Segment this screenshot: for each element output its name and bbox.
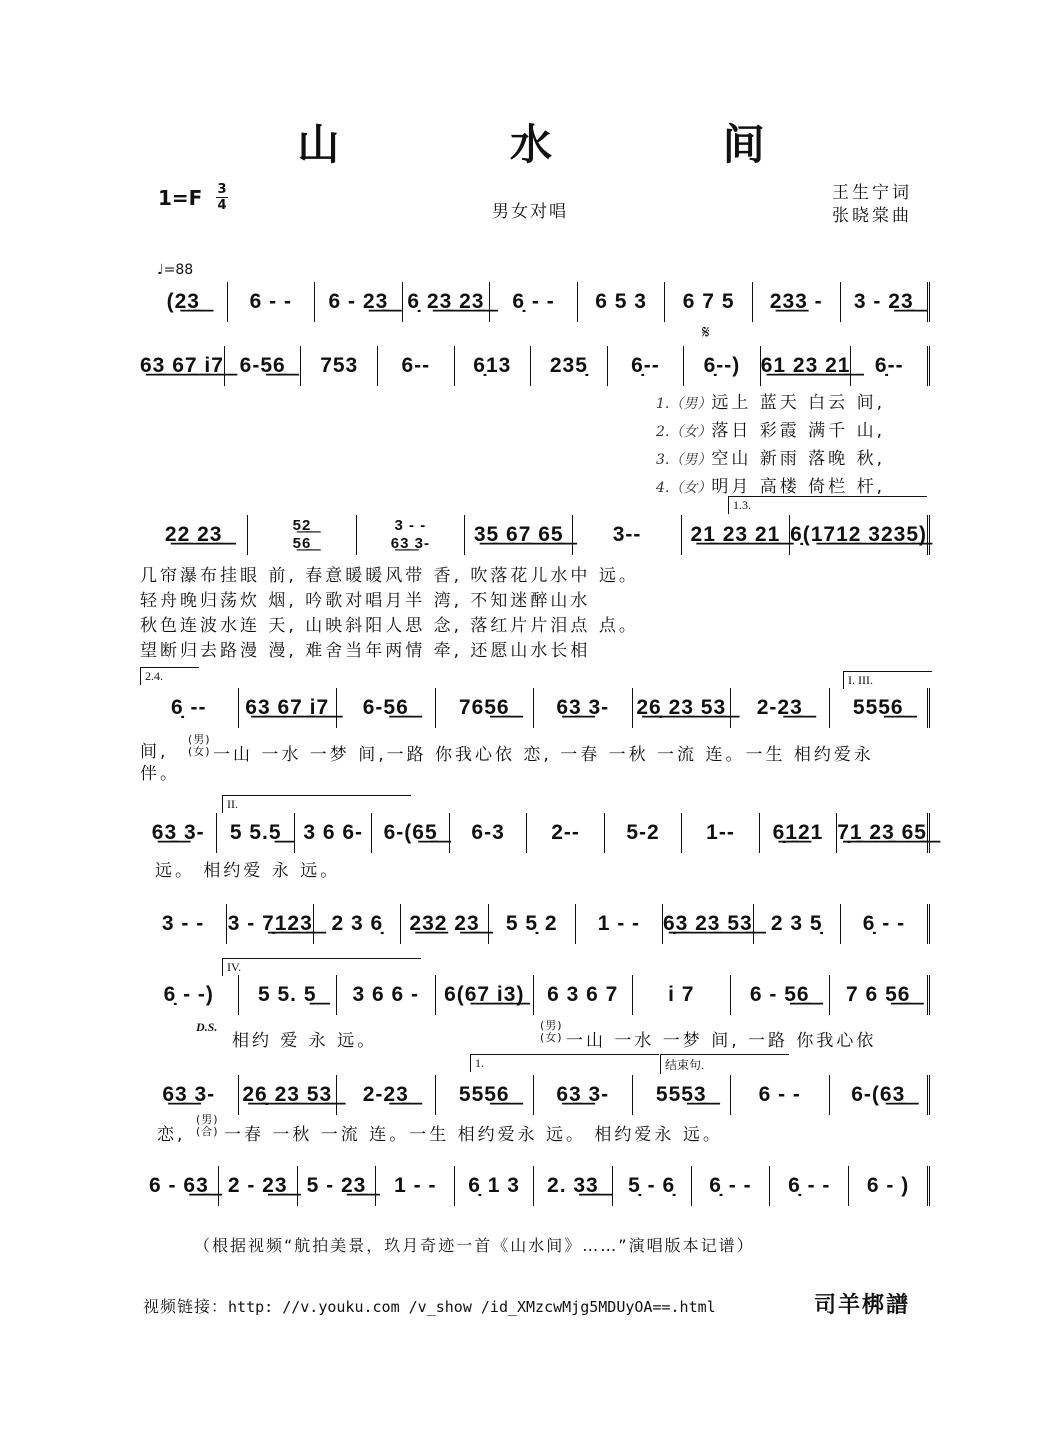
transcription-note: （根据视频“航拍美景，玖月奇迹一首《山水间》……”演唱版本记谱） [194,1236,755,1255]
measure: 2-- [527,813,604,853]
video-link [143,1294,716,1317]
verse-1-lyrics: 远上 蓝天 白云 间, [711,393,885,413]
measure [248,515,356,555]
measure: 3 - 2͟3͟ [841,282,931,322]
measure: 7̣͟1͟ 2͟3͟ 6͟5͟ [837,813,930,853]
verse-2-lyrics: 落日 彩霞 满千 山, [711,421,885,441]
measure: 3 - 7̣͟1͟2͟3͟ [227,904,314,944]
measure: 6-- [378,346,455,386]
lyrics-row-3 [140,564,639,664]
measure: 6̣ -- [140,688,239,728]
measure: 2-2͟3͟ [731,688,830,728]
measure: 753 [301,346,378,386]
lyric-line: 恋, [157,1125,186,1145]
measure: 2-2͟3͟ [337,1075,436,1115]
measure: 5 5.5͟ [217,813,294,853]
measure: 2. 3͟3͟ [534,1166,613,1206]
lyricist: 王生宁词 [832,183,912,203]
measure: 2 - 2͟3͟ [219,1166,298,1206]
lyric-line: 望断归去路漫 漫, 难舍当年两情 牵, 还愿山水长相 [140,641,591,661]
measure: 2͟6̣͟ 2͟3͟ 5͟3͟ [633,688,732,728]
measure: 6 - 5͟6͟ [731,975,830,1015]
measure: 6͟3͟ 3- [534,1075,633,1115]
measure: 5 5̣ 2 [489,904,576,944]
lyric-line: 几帘瀑布挂眼 前, 春意暖暖风带 香, 吹落花儿水中 远。 [140,566,639,586]
measure-voice: 3 - - [394,517,427,534]
ending-label: 结束句. [660,1054,789,1074]
measure: 6̣ 1 3 [455,1166,534,1206]
verse-2-label: 2.（女） [656,424,712,440]
measure: 6̣ 2͟3͟ 2͟3͟ [403,282,491,322]
measure: 6 - ) [849,1166,930,1206]
measure: 6-3 [450,813,527,853]
measure: 6 7 5 [665,282,753,322]
verse-4-label: 4.（女） [656,480,712,496]
measure: 6̣ - - [841,904,930,944]
time-bottom: 4 [217,198,227,213]
volta-II: II. [222,795,411,813]
measure: 6̣ - - [692,1166,771,1206]
volta-IV: IV. [222,958,421,976]
link-label: 视频链接： [143,1297,229,1316]
song-title: 山 水 间 [297,120,843,169]
score-row-7 [140,975,930,1015]
lyric-line: 秋色连波水连 天, 山映斜阳人思 念, 落红片片泪点 点。 [140,616,639,636]
measure: 6͟3͟ 3- [534,688,633,728]
lyric-line: 一春 一秋 一流 连。一生 相约爱永 远。 相约爱永 远。 [224,1125,723,1145]
measure: 2 3 6̣ [314,904,401,944]
measure: 5 5. 5͟ [239,975,338,1015]
ds-mark: D.S. [196,1020,218,1034]
measure: 6̣ - - [490,282,578,322]
score-row-5 [140,813,930,853]
measure: 6͟3͟ 3- [140,813,217,853]
measure: 5 - 2͟3͟ [298,1166,377,1206]
lyric-line: 间, [140,742,169,762]
measure: 6 - - [731,1075,830,1115]
measure: 6(6͟7͟ i͟3͟) [436,975,535,1015]
measure: 6 - 2͟3͟ [315,282,403,322]
measure: 2͟1͟ 2͟3͟ 2͟1͟ [682,515,790,555]
measure: 1 - - [576,904,663,944]
measure: 6-5͟6͟ [337,688,436,728]
measure: 6-(6͟5͟ [372,813,449,853]
measure: 235̣ [531,346,608,386]
score-row-2 [140,346,930,386]
measure-voice: 5͟6͟ [292,535,312,552]
measure: 1-- [682,813,759,853]
volta-1-3: 1.3. [728,496,927,514]
tempo-mark: ♩=88 [157,262,194,278]
measure: 6̣ - - [770,1166,849,1206]
measure: 555͟6͟ [830,688,931,728]
score-row-3 [140,515,930,555]
lyric-line: 轻舟晚归荡炊 烟, 吟歌对唱月半 湾, 不知迷醉山水 [140,591,591,611]
time-signature [216,182,228,213]
verse-block [656,388,885,497]
measure: 5̣ - 6̣ [613,1166,692,1206]
measure: 5-2 [605,813,682,853]
measure: 2͟2͟ 2͟3͟ [140,515,248,555]
measure: 3 - - [140,904,227,944]
score-row-9 [140,1166,930,1206]
singer-tag: (男)(女) [188,733,211,758]
score-row-8 [140,1075,930,1115]
volta-2-4: 2.4. [140,667,199,685]
measure: 6 - 6͟3͟ [140,1166,219,1206]
performance-note: 男女对唱 [492,202,568,222]
measure: 2͟6̣͟ 2͟3͟ 5͟3͟ [239,1075,338,1115]
segno-icon: 𝄋 [702,322,710,342]
measure: 765͟6͟ [436,688,535,728]
lyric-line: 伴。 [140,764,180,784]
measure: 6̣-- [851,346,930,386]
measure: 2 3 5̣ [754,904,841,944]
key-signature: 1=F [158,186,203,210]
signature: 司羊梆譜 [814,1292,911,1318]
measure: 6̣--) [684,346,761,386]
link-url[interactable]: http: //v.youku.com /v_show /id_XMzcwMjg5MDUyOA==.html [228,1298,716,1316]
measure: 555͟6͟ [436,1075,535,1115]
measure [357,515,465,555]
lyric-line: 一山 一水 一梦 间, 一路 你我心依 [566,1031,877,1051]
volta-1: 1. [470,1054,659,1072]
measure: 3͟5͟ 6͟7͟ 6͟5͟ [465,515,573,555]
verse-1-label: 1.（男） [656,396,712,412]
measure: 2͟3͟3 - [753,282,841,322]
measure: 6̣͟3͟ 2͟3͟ 5͟3͟ [663,904,754,944]
lyric-line: 相约 爱 永 远。 [232,1031,378,1051]
measure: 6 3 6 7 [534,975,633,1015]
measure: 6͟3͟ 3- [140,1075,239,1115]
measure: 3-- [573,515,681,555]
singer-tag: (男)(合) [196,1113,219,1138]
measure: 6̣͟1͟21 [760,813,837,853]
time-top: 3 [217,182,227,197]
lyric-line: 一山 一水 一梦 间,一路 你我心依 恋, 一春 一秋 一流 连。一生 相约爱永 [213,745,874,765]
lyric-line: 远。 相约爱 永 远。 [155,861,341,881]
score-row-4 [140,688,930,728]
verse-3-lyrics: 空山 新雨 落晚 秋, [711,449,885,469]
singer-tag: (男)(女) [540,1019,563,1044]
verse-4-lyrics: 明月 高楼 倚栏 杆, [711,477,885,497]
measure: 6-5͟6͟ [225,346,302,386]
measure: 555͟3͟ [633,1075,732,1115]
measure: i 7 [633,975,732,1015]
measure: 6͟3͟ 6͟7͟ i͟7͟ [239,688,338,728]
measure: 6-(6͟3͟ [830,1075,931,1115]
measure-voice: 6͟3͟ 3- [390,535,430,552]
measure: 3 6 6 - [337,975,436,1015]
measure-voice: 5͟2͟ [292,517,312,534]
composer: 张晓棠曲 [832,206,912,226]
measure: 6͟3͟ 6͟7͟ i͟7͟ [140,346,225,386]
measure: 1 - - [376,1166,455,1206]
score-row-6 [140,904,930,944]
measure: 6 - - [228,282,316,322]
measure: 3 6 6- [295,813,372,853]
measure: (2͟3͟ [140,282,228,322]
measure: 2͟3͟2 2͟3͟ [401,904,488,944]
verse-3-label: 3.（男） [656,452,712,468]
volta-I-III: I. III. [843,671,932,689]
score-row-1 [140,282,930,322]
measure: 7 6 5͟6͟ [830,975,931,1015]
measure: 6̣-- [608,346,685,386]
measure: 6̣(1͟7͟1͟2͟ 3͟2͟3͟5͟) [790,515,930,555]
measure: 6̣13 [455,346,532,386]
measure: 6 5 3 [578,282,666,322]
measure: 6̣ - -) [140,975,239,1015]
measure: 6͟1͟ 2͟3͟ 2͟1͟ [761,346,852,386]
